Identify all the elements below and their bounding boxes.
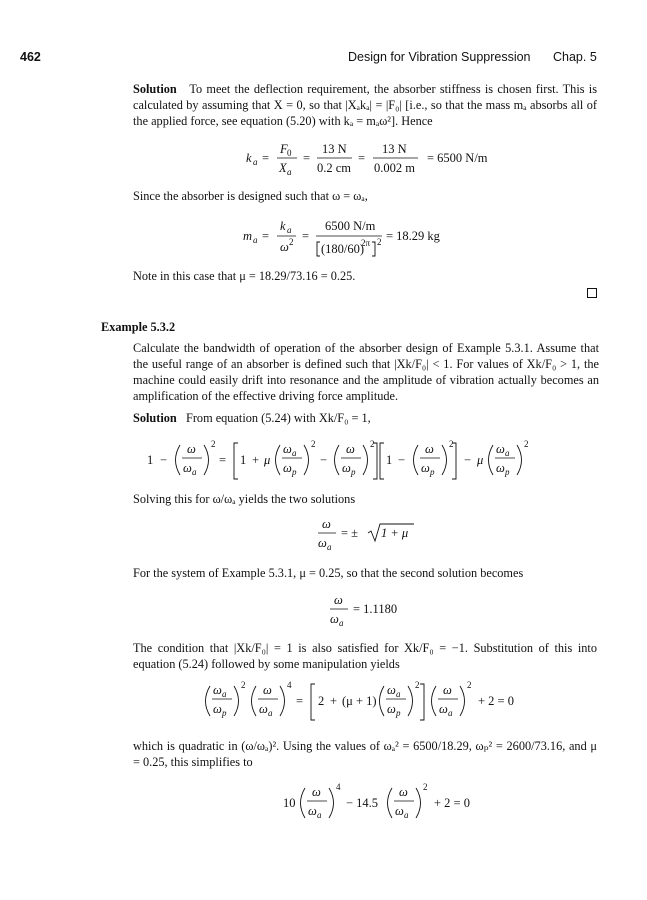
- condition-paragraph: The condition that |Xk/F₀| = 1 is also satisfied for Xk/F₀ = −1. Substitution of this into equation (5.24) followed by some manipulation yields: [133, 641, 597, 671]
- eq2-right-bracket: [372, 242, 375, 256]
- eq1-frac1-num: F: [280, 142, 288, 156]
- solution2-label: Solution: [133, 411, 177, 425]
- eq1-frac2-num: 13 N: [322, 142, 347, 156]
- eq3-t3-num: ω: [346, 442, 355, 456]
- eq3-paren-open-5: [489, 445, 494, 475]
- eq3-t5-sup: 2: [524, 439, 529, 449]
- eq1-frac1-den: X: [279, 161, 287, 175]
- note-paragraph: Note in this case that μ = 18.29/73.16 = 0.25.: [133, 269, 356, 283]
- eq6-t1-num: ω: [213, 683, 222, 697]
- eq1-frac1-den-sub: a: [287, 167, 292, 177]
- eq1-result: = 6500 N/m: [427, 151, 488, 165]
- page-number: 462: [20, 50, 41, 64]
- eq3-one: 1: [147, 453, 154, 467]
- eq3-one-2: 1: [240, 453, 247, 467]
- eq1-eq-2: =: [303, 151, 311, 165]
- eq3-t5-num-sub: a: [505, 448, 510, 458]
- eq6-paren-close-2: [280, 686, 285, 716]
- eq6-t1-sup: 2: [241, 680, 246, 690]
- eq2-frac1-den: ω: [280, 240, 289, 254]
- eq3-t1-num: ω: [187, 442, 196, 456]
- eq2-frac2-den: (180/60): [321, 242, 365, 256]
- eq6-t1-num-sub: a: [222, 689, 227, 699]
- eq3-mu-2: μ: [477, 453, 484, 467]
- eq3-t2-den-sub: p: [292, 467, 297, 477]
- eq2-frac2-num: 6500 N/m: [325, 219, 376, 233]
- eq7-paren-close-2: [416, 788, 421, 818]
- eq6-paren-close-1: [234, 686, 239, 716]
- eq6-bracket-close-1: [420, 684, 424, 720]
- eq6-t4-num: ω: [443, 683, 452, 697]
- eq3-plus: +: [252, 453, 260, 467]
- eq7-coef2: − 14.5: [346, 796, 379, 810]
- eq3-paren-close-1: [204, 445, 209, 475]
- equation-quadratic-form: [0, 678, 647, 728]
- eq6-paren-close-4: [460, 686, 465, 716]
- eq3-t4-sup: 2: [449, 439, 454, 449]
- eq3-t4-den-sub: p: [430, 467, 435, 477]
- eq6-t3-sup: 2: [415, 680, 420, 690]
- eq4-den: ω: [318, 536, 327, 550]
- eq6-t4-den-sub: a: [448, 708, 453, 718]
- eq7-tail: + 2 = 0: [434, 796, 470, 810]
- eq6-paren-close-3: [408, 686, 413, 716]
- eq3-t4-den: ω: [421, 461, 430, 475]
- eq1-lhs: k: [246, 151, 252, 165]
- eq3-minus-2: −: [320, 453, 328, 467]
- eq7-coef1: 10: [283, 796, 296, 810]
- eq7-t2-sup: 2: [423, 782, 428, 792]
- eq6-t3-num-sub: a: [396, 689, 401, 699]
- eq6-t2-den-sub: a: [268, 708, 273, 718]
- eq6-tail: + 2 = 0: [478, 694, 514, 708]
- eq3-t3-den: ω: [342, 461, 351, 475]
- example-heading: Example 5.3.2: [101, 320, 176, 334]
- eq3-mu-1: μ: [264, 453, 271, 467]
- eq2-frac1-num-sub: a: [287, 225, 292, 235]
- eq6-t1-den-sub: p: [222, 708, 227, 718]
- eq2-eq-1: =: [262, 229, 270, 243]
- eq2-frac1-den-sup: 2: [289, 237, 294, 247]
- eq7-t1-den-sub: a: [317, 810, 322, 820]
- equation-simplified-quadratic: [0, 780, 647, 830]
- eq7-t1-den: ω: [308, 804, 317, 818]
- eq6-t1-den: ω: [213, 702, 222, 716]
- eq1-frac3-num: 13 N: [382, 142, 407, 156]
- chapter-label: Chap. 5: [553, 50, 597, 64]
- eq1-frac2-den: 0.2 cm: [317, 161, 352, 175]
- eq3-t5-den: ω: [496, 461, 505, 475]
- eq3-paren-close-4: [442, 445, 447, 475]
- eq7-t1-num: ω: [312, 785, 321, 799]
- solution-label: Solution: [133, 82, 177, 96]
- eq4-num: ω: [322, 517, 331, 531]
- eq3-paren-open-2: [276, 445, 281, 475]
- eq3-t2-den: ω: [283, 461, 292, 475]
- eq2-frac2-den-outer-sup: 2: [377, 237, 382, 247]
- solution2-paragraph: [133, 410, 597, 426]
- eq6-paren-open-3: [380, 686, 385, 716]
- eq5-num: ω: [334, 593, 343, 607]
- eq6-paren-open-4: [432, 686, 437, 716]
- solution-paragraph: [133, 81, 597, 129]
- eq3-minus-1: −: [160, 453, 168, 467]
- equation-stiffness: [0, 140, 647, 180]
- eq1-eq-1: =: [262, 151, 270, 165]
- eq4-rhs: = ±: [341, 526, 359, 540]
- eq3-bracket-open-2: [380, 443, 384, 479]
- eq7-t1-sup: 4: [336, 782, 341, 792]
- eq7-paren-open-1: [301, 788, 306, 818]
- eq6-plus: +: [330, 694, 338, 708]
- eq6-two: 2: [318, 694, 325, 708]
- equation-mass: [0, 216, 647, 260]
- end-of-proof-box: [587, 288, 597, 298]
- eq6-paren-open-1: [206, 686, 211, 716]
- eq2-frac1-num: k: [280, 219, 286, 233]
- eq3-t1-den-sub: a: [192, 467, 197, 477]
- equation-5-24-substituted: [0, 437, 647, 487]
- solution2-text: From equation (5.24) with Xk/F₀ = 1,: [185, 411, 371, 425]
- eq3-t3-sup: 2: [370, 439, 375, 449]
- eq7-t2-den: ω: [395, 804, 404, 818]
- quadratic-paragraph: which is quadratic in (ω/ωₐ)². Using the values of ωₐ² = 6500/18.29, ωₚ² = 2600/73.16, and μ = 0.25, this simplifies to: [133, 739, 597, 769]
- system-paragraph: For the system of Example 5.3.1, μ = 0.25, so that the second solution becomes: [133, 566, 524, 580]
- eq3-paren-close-2: [304, 445, 309, 475]
- eq3-eq: =: [219, 453, 227, 467]
- eq5-den-sub: a: [339, 618, 344, 628]
- example-paragraph: Calculate the bandwidth of operation of the absorber design of Example 5.3.1. Assume that the useful range of an absorber is defined such that |Xk/F₀| < 1. For values of Xk/F₀ > 1, the machine could easily drift into resonance and the amplitude of vibration actually becomes an amplification of the effective driving force amplitude.: [133, 341, 599, 403]
- eq3-one-3: 1: [386, 453, 393, 467]
- eq3-minus-3: −: [398, 453, 406, 467]
- eq5-rhs: = 1.1180: [353, 602, 398, 616]
- eq1-eq-3: =: [358, 151, 366, 165]
- eq4-den-sub: a: [327, 542, 332, 552]
- eq3-minus-4: −: [464, 453, 472, 467]
- eq3-t1-den: ω: [183, 461, 192, 475]
- eq1-frac3-den: 0.002 m: [374, 161, 415, 175]
- eq2-lhs: m: [243, 229, 253, 243]
- eq3-t4-num: ω: [425, 442, 434, 456]
- equation-second-solution: [0, 590, 647, 630]
- solution-text: To meet the deflection requirement, the absorber stiffness is chosen first. This is calculated by assuming that X = 0, so that |Xₐkₐ| = |F₀| [i.e., so that the mass mₐ absorbs all of the applied force, see equation (5.20) with kₐ = mₐω²]. Hence: [133, 82, 597, 128]
- eq3-t2-num: ω: [283, 442, 292, 456]
- eq5-den: ω: [330, 612, 339, 626]
- eq6-t2-den: ω: [259, 702, 268, 716]
- eq3-bracket-open-1: [234, 443, 238, 479]
- eq4-sqrt-content: 1 + μ: [381, 526, 409, 540]
- eq3-t3-den-sub: p: [351, 467, 356, 477]
- eq6-t4-den: ω: [439, 702, 448, 716]
- eq6-bracket-open-1: [311, 684, 315, 720]
- eq2-result: = 18.29 kg: [386, 229, 440, 243]
- eq6-t2-num: ω: [263, 683, 272, 697]
- eq6-mu-plus-one: (μ + 1): [342, 694, 377, 708]
- eq7-paren-close-1: [329, 788, 334, 818]
- eq3-paren-open-1: [176, 445, 181, 475]
- eq3-paren-open-4: [414, 445, 419, 475]
- eq2-left-bracket: [317, 242, 320, 256]
- eq3-t1-sup: 2: [211, 439, 216, 449]
- since-paragraph: Since the absorber is designed such that ω = ωₐ,: [133, 189, 368, 203]
- eq7-paren-open-2: [388, 788, 393, 818]
- eq7-t2-num: ω: [399, 785, 408, 799]
- eq6-t4-sup: 2: [467, 680, 472, 690]
- eq6-eq: =: [296, 694, 304, 708]
- eq3-t2-num-sub: a: [292, 448, 297, 458]
- eq6-t3-den-sub: p: [396, 708, 401, 718]
- eq1-frac1-num-sub: 0: [287, 148, 292, 158]
- eq2-lhs-sub: a: [253, 235, 258, 245]
- eq3-t2-sup: 2: [311, 439, 316, 449]
- eq3-t5-num: ω: [496, 442, 505, 456]
- eq6-t3-num: ω: [387, 683, 396, 697]
- eq7-t2-den-sub: a: [404, 810, 409, 820]
- eq3-paren-open-3: [335, 445, 340, 475]
- running-title: Design for Vibration Suppression: [348, 50, 531, 64]
- eq3-t5-den-sub: p: [505, 467, 510, 477]
- eq3-paren-close-5: [517, 445, 522, 475]
- eq2-eq-2: =: [302, 229, 310, 243]
- equation-solutions: [0, 514, 647, 554]
- solving-paragraph: Solving this for ω/ωₐ yields the two solutions: [133, 492, 356, 506]
- eq3-paren-close-3: [363, 445, 368, 475]
- eq6-paren-open-2: [252, 686, 257, 716]
- eq2-frac2-den-sup: 2π: [361, 238, 371, 248]
- eq1-lhs-sub: a: [253, 157, 258, 167]
- eq6-t2-sup: 4: [287, 680, 292, 690]
- eq6-t3-den: ω: [387, 702, 396, 716]
